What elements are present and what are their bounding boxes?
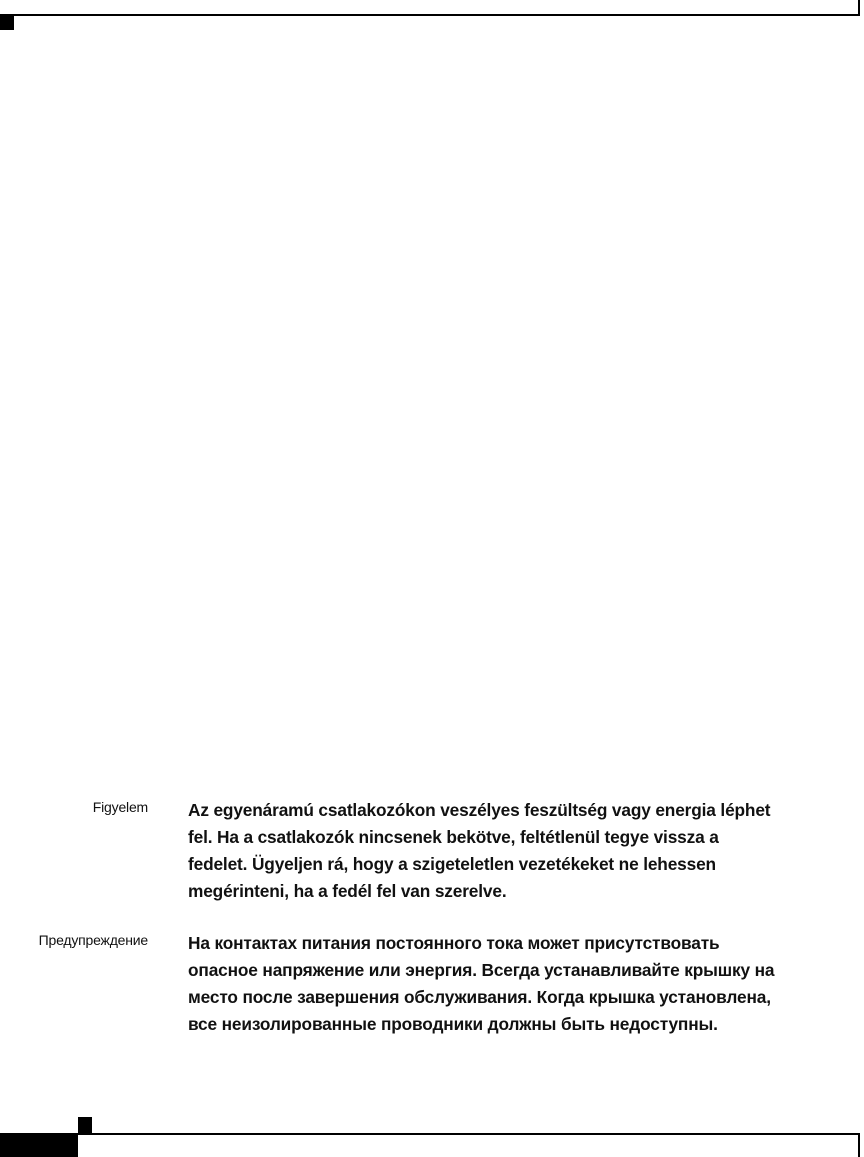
warning-label: Figyelem bbox=[92, 799, 148, 815]
warning-label: Предупреждение bbox=[38, 932, 148, 948]
footer-page-tab bbox=[0, 1133, 78, 1157]
warning-text: На контактах питания постоянного тока может присутствовать опасное напряжение или энергия. Всегда устанавливайте крышку на место после завершения обслуживания. Когда крышка установлена, все неизолированные проводники должны быть недоступны. bbox=[188, 933, 775, 1034]
warning-text: Az egyenáramú csatlakozókon veszélyes feszültség vagy energia léphet fel. Ha a csatlakozók nincsenek bekötve, feltétlenül tegye vissza a fedelet. Ügyeljen rá, hogy a szigeteletlen vezetékeket ne lehessen megérinteni, ha a fedél fel van szerelve. bbox=[188, 800, 771, 901]
header-rule-end-tick bbox=[858, 0, 860, 16]
footer-rule bbox=[78, 1133, 860, 1135]
header-rule bbox=[0, 14, 860, 16]
footer-corner-mark bbox=[78, 1117, 92, 1133]
header-corner-mark bbox=[0, 16, 14, 30]
footer-rule-end-tick bbox=[858, 1133, 860, 1157]
